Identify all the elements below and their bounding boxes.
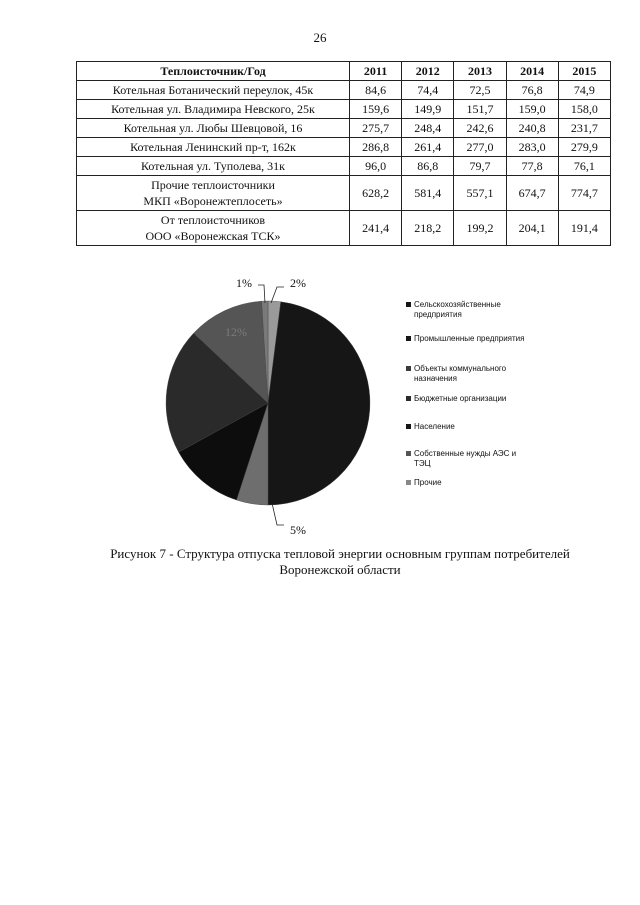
source-name	[77, 119, 350, 138]
legend-label-line: Промышленные предприятия	[414, 334, 525, 343]
table-row	[77, 176, 611, 211]
value-cell: 74,4	[402, 81, 454, 100]
legend-label	[414, 300, 501, 320]
pie-label-leader	[271, 287, 284, 303]
value-cell: 231,7	[558, 119, 610, 138]
source-name-line: Прочие теплоисточники	[151, 178, 275, 192]
caption-line: Воронежской области	[279, 562, 401, 577]
legend-item	[406, 422, 556, 432]
legend-label	[414, 422, 455, 432]
source-name	[77, 100, 350, 119]
value-cell: 159,6	[350, 100, 402, 119]
legend-label-line: Сельскохозяйственные	[414, 300, 501, 309]
legend-swatch	[406, 451, 411, 456]
legend-label-line: предприятия	[414, 310, 462, 319]
source-name-line: Котельная ул. Владимира Невского, 25к	[111, 102, 315, 116]
legend-label	[414, 449, 516, 469]
value-cell: 159,0	[506, 100, 558, 119]
legend-item	[406, 478, 556, 488]
table-row	[77, 157, 611, 176]
legend-label	[414, 478, 442, 488]
source-name-line: Котельная Ботанический переулок, 45к	[112, 83, 314, 97]
source-name-line: От теплоисточников	[160, 213, 266, 227]
value-cell: 96,0	[350, 157, 402, 176]
table-header-row	[77, 62, 611, 81]
legend-swatch	[406, 366, 411, 371]
legend-label	[414, 334, 524, 344]
value-cell: 283,0	[506, 138, 558, 157]
table-row	[77, 81, 611, 100]
legend-item	[406, 300, 556, 320]
source-name-line: МКП «Воронежтеплосеть»	[143, 194, 283, 208]
legend-label-line: назначения	[414, 374, 457, 383]
pie-label-leader	[258, 285, 265, 303]
pie-slice-label: 5%	[290, 522, 306, 537]
value-cell: 557,1	[454, 176, 506, 211]
value-cell: 79,7	[454, 157, 506, 176]
value-cell: 628,2	[350, 176, 402, 211]
value-cell: 275,7	[350, 119, 402, 138]
value-cell: 199,2	[454, 211, 506, 246]
legend-label-line: ТЭЦ	[414, 459, 431, 468]
value-cell: 242,6	[454, 119, 506, 138]
legend-swatch	[406, 302, 411, 307]
value-cell: 204,1	[506, 211, 558, 246]
pie-slice-label: 12%	[225, 324, 247, 339]
legend-item	[406, 394, 556, 404]
source-name	[77, 138, 350, 157]
value-cell: 241,4	[350, 211, 402, 246]
legend-item	[406, 364, 556, 384]
header-2012: 2012	[402, 62, 454, 81]
source-name-line: ООО «Воронежская ТСК»	[145, 229, 281, 243]
value-cell: 191,4	[558, 211, 610, 246]
value-cell: 279,9	[558, 138, 610, 157]
legend-item	[406, 334, 556, 344]
header-source: Теплоисточник/Год	[77, 62, 350, 81]
value-cell: 84,6	[350, 81, 402, 100]
table-row	[77, 211, 611, 246]
consumer-structure-pie-chart	[150, 262, 400, 547]
value-cell: 149,9	[402, 100, 454, 119]
value-cell: 774,7	[558, 176, 610, 211]
legend-label-line: Прочие	[414, 478, 442, 487]
value-cell: 674,7	[506, 176, 558, 211]
table-row	[77, 100, 611, 119]
source-name-line: Котельная Ленинский пр-т, 162к	[130, 140, 296, 154]
legend-label-line: Собственные нужды АЭС и	[414, 449, 517, 458]
legend-swatch	[406, 424, 411, 429]
legend-label-line: Население	[414, 422, 455, 431]
page-number: 26	[313, 30, 327, 45]
value-cell: 151,7	[454, 100, 506, 119]
legend-label	[414, 394, 506, 404]
legend-label-line: Бюджетные организации	[414, 394, 507, 403]
source-name	[77, 157, 350, 176]
value-cell: 240,8	[506, 119, 558, 138]
value-cell: 158,0	[558, 100, 610, 119]
source-name	[77, 81, 350, 100]
pie-slice-label: 1%	[236, 275, 252, 290]
source-name-line: Котельная ул. Любы Шевцовой, 16	[123, 121, 303, 135]
value-cell: 76,8	[506, 81, 558, 100]
value-cell: 581,4	[402, 176, 454, 211]
header-2015: 2015	[558, 62, 610, 81]
heat-sources-table	[76, 61, 611, 246]
value-cell: 86,8	[402, 157, 454, 176]
header-2011: 2011	[350, 62, 402, 81]
source-name	[77, 211, 350, 246]
caption-line: Рисунок 7 - Структура отпуска тепловой энергии основным группам потребителей	[110, 546, 570, 561]
value-cell: 248,4	[402, 119, 454, 138]
legend-swatch	[406, 480, 411, 485]
pie-slice	[268, 302, 370, 505]
value-cell: 218,2	[402, 211, 454, 246]
table-row	[77, 119, 611, 138]
value-cell: 277,0	[454, 138, 506, 157]
legend-swatch	[406, 396, 411, 401]
pie-label-leader	[272, 503, 284, 525]
value-cell: 261,4	[402, 138, 454, 157]
table-row	[77, 138, 611, 157]
legend-item	[406, 449, 556, 469]
pie-slice-label: 2%	[290, 275, 306, 290]
value-cell: 77,8	[506, 157, 558, 176]
legend-swatch	[406, 336, 411, 341]
value-cell: 74,9	[558, 81, 610, 100]
legend-label	[414, 364, 506, 384]
value-cell: 286,8	[350, 138, 402, 157]
header-2013: 2013	[454, 62, 506, 81]
figure-caption	[80, 546, 600, 578]
header-2014: 2014	[506, 62, 558, 81]
value-cell: 76,1	[558, 157, 610, 176]
source-name-line: Котельная ул. Туполева, 31к	[141, 159, 285, 173]
source-name	[77, 176, 350, 211]
value-cell: 72,5	[454, 81, 506, 100]
legend-label-line: Объекты коммунального	[414, 364, 507, 373]
